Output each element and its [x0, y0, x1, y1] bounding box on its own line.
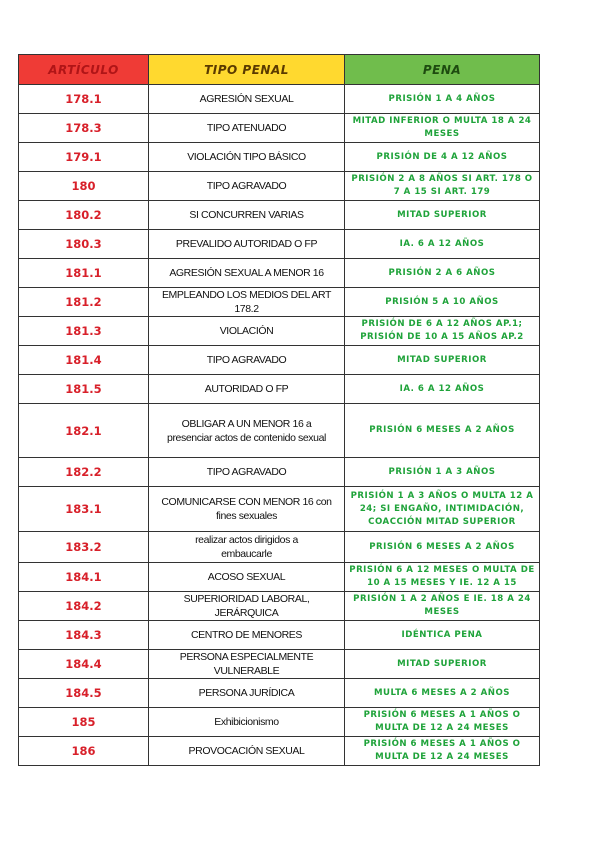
table-row — [19, 679, 540, 708]
articulo-cell: 181.3 — [19, 317, 149, 346]
pena-cell: IA. 6 A 12 AÑOS — [345, 230, 540, 259]
header-tipo-penal: TIPO PENAL — [149, 55, 345, 85]
table-row — [19, 737, 540, 766]
table-row — [19, 114, 540, 143]
tipo-cell: EMPLEANDO LOS MEDIOS DEL ART 178.2 — [149, 288, 345, 317]
tipo-cell: PROVOCACIÓN SEXUAL — [149, 737, 345, 766]
articulo-cell: 181.1 — [19, 259, 149, 288]
articulo-cell: 184.4 — [19, 650, 149, 679]
table-row — [19, 85, 540, 114]
pena-cell: PRISIÓN 1 A 4 AÑOS — [345, 85, 540, 114]
tipo-cell: PREVALIDO AUTORIDAD O FP — [149, 230, 345, 259]
pena-cell: PRISIÓN 6 MESES A 1 AÑOS O MULTA DE 12 A 24 MESES — [345, 737, 540, 766]
articulo-cell: 183.2 — [19, 532, 149, 563]
table-row — [19, 621, 540, 650]
pena-cell: PRISIÓN 6 MESES A 1 AÑOS O MULTA DE 12 A 24 MESES — [345, 708, 540, 737]
pena-cell: PRISIÓN 6 MESES A 2 AÑOS — [345, 404, 540, 458]
articulo-cell: 178.1 — [19, 85, 149, 114]
table-row — [19, 172, 540, 201]
articulo-cell: 181.4 — [19, 346, 149, 375]
header-pena: PENA — [345, 55, 540, 85]
table-row — [19, 346, 540, 375]
articulo-cell: 184.2 — [19, 592, 149, 621]
tipo-cell: OBLIGAR A UN MENOR 16 a presenciar actos de contenido sexual — [149, 404, 345, 458]
pena-cell: PRISIÓN 1 A 3 AÑOS — [345, 458, 540, 487]
tipo-cell: AGRESIÓN SEXUAL — [149, 85, 345, 114]
tipo-cell: SI CONCURREN VARIAS — [149, 201, 345, 230]
tipo-cell: COMUNICARSE CON MENOR 16 con fines sexuales — [149, 487, 345, 532]
tipo-cell: VIOLACIÓN TIPO BÁSICO — [149, 143, 345, 172]
table-row — [19, 259, 540, 288]
articulo-cell: 184.5 — [19, 679, 149, 708]
header-row — [19, 55, 540, 85]
articulo-cell: 182.1 — [19, 404, 149, 458]
tipo-cell: AGRESIÓN SEXUAL A MENOR 16 — [149, 259, 345, 288]
articulo-cell: 184.3 — [19, 621, 149, 650]
pena-cell: MITAD SUPERIOR — [345, 201, 540, 230]
tipo-cell: AUTORIDAD O FP — [149, 375, 345, 404]
tipo-cell: realizar actos dirigidos a embaucarle — [149, 532, 345, 563]
tipo-cell: CENTRO DE MENORES — [149, 621, 345, 650]
pena-cell: PRISIÓN 6 MESES A 2 AÑOS — [345, 532, 540, 563]
table-row — [19, 458, 540, 487]
articulo-cell: 180.3 — [19, 230, 149, 259]
tipo-cell: TIPO AGRAVADO — [149, 346, 345, 375]
penal-table — [18, 54, 540, 766]
articulo-cell: 182.2 — [19, 458, 149, 487]
articulo-cell: 185 — [19, 708, 149, 737]
pena-cell: PRISIÓN DE 6 A 12 AÑOS AP.1; PRISIÓN DE 10 A 15 AÑOS AP.2 — [345, 317, 540, 346]
tipo-cell: PERSONA JURÍDICA — [149, 679, 345, 708]
pena-cell: MITAD SUPERIOR — [345, 346, 540, 375]
pena-cell: PRISIÓN DE 4 A 12 AÑOS — [345, 143, 540, 172]
tipo-cell: PERSONA ESPECIALMENTE VULNERABLE — [149, 650, 345, 679]
pena-cell: IDÉNTICA PENA — [345, 621, 540, 650]
tipo-cell: VIOLACIÓN — [149, 317, 345, 346]
articulo-cell: 184.1 — [19, 563, 149, 592]
pena-cell: MULTA 6 MESES A 2 AÑOS — [345, 679, 540, 708]
pena-cell: IA. 6 A 12 AÑOS — [345, 375, 540, 404]
table-row — [19, 404, 540, 458]
table-row — [19, 487, 540, 532]
articulo-cell: 186 — [19, 737, 149, 766]
articulo-cell: 178.3 — [19, 114, 149, 143]
header-articulo: ARTÍCULO — [19, 55, 149, 85]
table-row — [19, 201, 540, 230]
table-row — [19, 532, 540, 563]
table-row — [19, 317, 540, 346]
tipo-cell: ACOSO SEXUAL — [149, 563, 345, 592]
articulo-cell: 181.5 — [19, 375, 149, 404]
tipo-cell: TIPO AGRAVADO — [149, 458, 345, 487]
table-row — [19, 592, 540, 621]
table-row — [19, 375, 540, 404]
tipo-cell: Exhibicionismo — [149, 708, 345, 737]
table-row — [19, 288, 540, 317]
tipo-cell: TIPO AGRAVADO — [149, 172, 345, 201]
pena-cell: PRISIÓN 1 A 2 AÑOS E IE. 18 A 24 MESES — [345, 592, 540, 621]
table-row — [19, 143, 540, 172]
table-row — [19, 563, 540, 592]
table-row — [19, 708, 540, 737]
articulo-cell: 180.2 — [19, 201, 149, 230]
articulo-cell: 183.1 — [19, 487, 149, 532]
pena-cell: PRISIÓN 1 A 3 AÑOS O MULTA 12 A 24; SI ENGAÑO, INTIMIDACIÓN, COACCIÓN MITAD SUPERIOR — [345, 487, 540, 532]
pena-cell: PRISIÓN 2 A 6 AÑOS — [345, 259, 540, 288]
articulo-cell: 181.2 — [19, 288, 149, 317]
pena-cell: MITAD SUPERIOR — [345, 650, 540, 679]
table-row — [19, 650, 540, 679]
tipo-cell: SUPERIORIDAD LABORAL, JERÁRQUICA — [149, 592, 345, 621]
pena-cell: PRISIÓN 2 A 8 AÑOS SI ART. 178 O 7 A 15 SI ART. 179 — [345, 172, 540, 201]
articulo-cell: 180 — [19, 172, 149, 201]
articulo-cell: 179.1 — [19, 143, 149, 172]
pena-cell: MITAD INFERIOR O MULTA 18 A 24 MESES — [345, 114, 540, 143]
table-row — [19, 230, 540, 259]
tipo-cell: TIPO ATENUADO — [149, 114, 345, 143]
pena-cell: PRISIÓN 5 A 10 AÑOS — [345, 288, 540, 317]
pena-cell: PRISIÓN 6 A 12 MESES O MULTA DE 10 A 15 MESES Y IE. 12 A 15 — [345, 563, 540, 592]
